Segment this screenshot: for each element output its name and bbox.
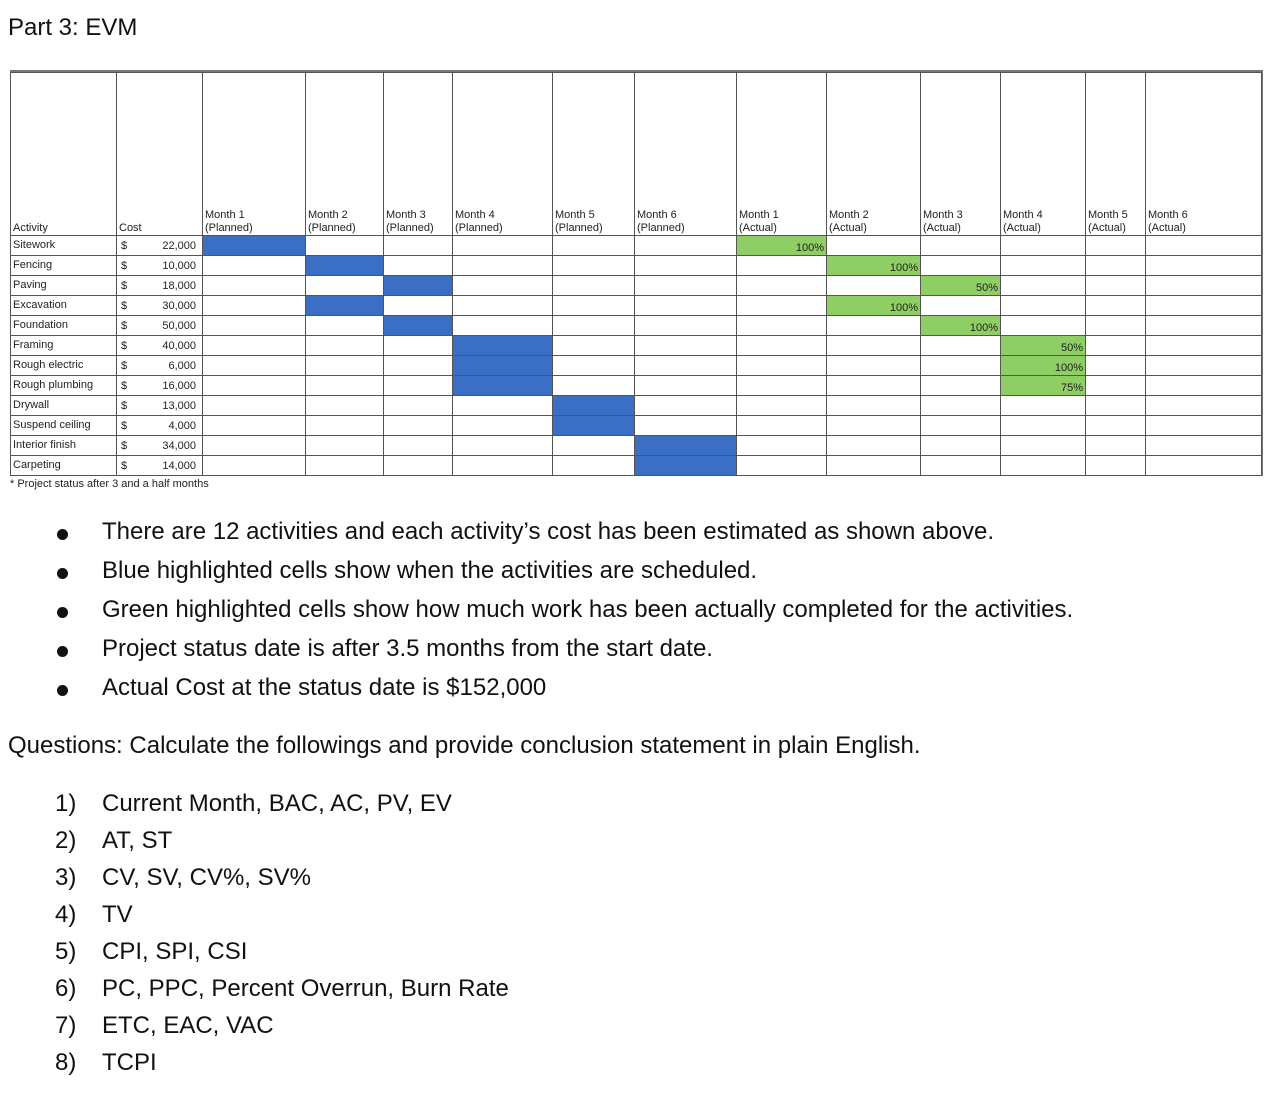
planned-cell	[553, 416, 635, 436]
empty-cell	[203, 396, 306, 416]
empty-cell	[1086, 276, 1146, 296]
header-month-type: (Planned)	[455, 222, 503, 234]
question-number: 1)	[55, 790, 77, 817]
header-month-type: (Planned)	[555, 222, 603, 234]
question-number: 5)	[55, 938, 77, 965]
empty-cell	[921, 336, 1001, 356]
empty-cell	[921, 416, 1001, 436]
empty-cell	[384, 416, 453, 436]
empty-cell	[1086, 416, 1146, 436]
bullet-item	[0, 635, 1284, 674]
empty-cell	[827, 416, 921, 436]
empty-cell	[306, 416, 384, 436]
empty-cell	[921, 456, 1001, 476]
table-row	[11, 376, 1262, 396]
empty-cell	[203, 256, 306, 276]
actual-percent-cell: 100%	[737, 236, 827, 256]
question-number: 2)	[55, 827, 77, 854]
empty-cell	[384, 376, 453, 396]
empty-cell	[827, 73, 921, 204]
empty-cell	[203, 336, 306, 356]
header-month-type: (Planned)	[637, 222, 685, 234]
empty-cell	[635, 416, 737, 436]
header-month-label: Month 1	[739, 209, 779, 221]
empty-cell	[306, 236, 384, 256]
empty-cell	[1146, 276, 1262, 296]
empty-cell	[635, 256, 737, 276]
activity-cost	[117, 416, 203, 436]
question-text: Current Month, BAC, AC, PV, EV	[102, 790, 452, 817]
empty-cell	[827, 316, 921, 336]
empty-cell	[1146, 396, 1262, 416]
activity-name: Interior finish	[11, 436, 117, 456]
question-text: ETC, EAC, VAC	[102, 1012, 274, 1039]
planned-cell	[306, 296, 384, 316]
empty-cell	[553, 456, 635, 476]
activity-cost	[117, 336, 203, 356]
empty-cell	[1086, 256, 1146, 276]
empty-cell	[1086, 316, 1146, 336]
empty-cell	[1001, 276, 1086, 296]
actual-percent-cell: 100%	[827, 256, 921, 276]
header-month-label: Month 2	[308, 209, 348, 221]
empty-cell	[384, 296, 453, 316]
actual-percent-cell: 75%	[1001, 376, 1086, 396]
planned-cell	[306, 256, 384, 276]
empty-cell	[453, 316, 553, 336]
cost-value: 22,000	[162, 240, 196, 252]
empty-cell	[453, 73, 553, 204]
empty-cell	[384, 436, 453, 456]
empty-cell	[306, 456, 384, 476]
empty-cell	[921, 376, 1001, 396]
empty-cell	[1001, 73, 1086, 204]
empty-cell	[921, 236, 1001, 256]
empty-cell	[921, 356, 1001, 376]
cost-value: 34,000	[162, 440, 196, 452]
currency-symbol: $	[121, 280, 128, 292]
header-month-type: (Planned)	[386, 222, 434, 234]
empty-cell	[203, 436, 306, 456]
activity-cost	[117, 236, 203, 256]
activity-cost	[117, 356, 203, 376]
empty-cell	[553, 256, 635, 276]
empty-cell	[203, 276, 306, 296]
empty-cell	[306, 276, 384, 296]
empty-cell	[1086, 336, 1146, 356]
bullet-item	[0, 674, 1284, 713]
activity-cost	[117, 276, 203, 296]
cost-value: 10,000	[162, 260, 196, 272]
header-month	[453, 203, 553, 236]
empty-cell	[1086, 296, 1146, 316]
table-row	[11, 356, 1262, 376]
activity-cost	[117, 376, 203, 396]
empty-cell	[635, 236, 737, 256]
empty-cell	[553, 336, 635, 356]
status-note: * Project status after 3 and a half months	[10, 478, 209, 490]
question-text: TV	[102, 901, 133, 928]
bullet-list	[0, 518, 1284, 713]
empty-cell	[384, 236, 453, 256]
planned-cell	[453, 376, 553, 396]
header-month	[635, 203, 737, 236]
activity-name: Paving	[11, 276, 117, 296]
actual-percent-cell: 50%	[1001, 336, 1086, 356]
header-month-type: (Actual)	[1088, 222, 1126, 234]
actual-percent-cell: 50%	[921, 276, 1001, 296]
bullet-text: There are 12 activities and each activity’s cost has been estimated as shown above.	[102, 518, 995, 545]
empty-cell	[1001, 436, 1086, 456]
header-month	[737, 203, 827, 236]
empty-cell	[827, 456, 921, 476]
empty-cell	[827, 436, 921, 456]
empty-cell	[921, 396, 1001, 416]
empty-cell	[1146, 336, 1262, 356]
empty-cell	[453, 256, 553, 276]
table-row	[11, 336, 1262, 356]
empty-cell	[737, 256, 827, 276]
empty-cell	[553, 436, 635, 456]
activity-name: Drywall	[11, 396, 117, 416]
currency-symbol: $	[121, 240, 128, 252]
question-text: TCPI	[102, 1049, 157, 1076]
header-cost: Cost	[117, 203, 203, 236]
currency-symbol: $	[121, 420, 128, 432]
empty-cell	[306, 396, 384, 416]
empty-cell	[306, 436, 384, 456]
currency-symbol: $	[121, 320, 128, 332]
question-number: 3)	[55, 864, 77, 891]
header-month-type: (Planned)	[308, 222, 356, 234]
currency-symbol: $	[121, 300, 128, 312]
header-month-type: (Actual)	[923, 222, 961, 234]
header-month-label: Month 6	[637, 209, 677, 221]
empty-cell	[827, 236, 921, 256]
question-text: PC, PPC, Percent Overrun, Burn Rate	[102, 975, 509, 1002]
currency-symbol: $	[121, 440, 128, 452]
empty-cell	[737, 336, 827, 356]
empty-cell	[737, 376, 827, 396]
empty-cell	[203, 416, 306, 436]
question-number: 7)	[55, 1012, 77, 1039]
table-row	[11, 256, 1262, 276]
header-month-label: Month 4	[1003, 209, 1043, 221]
empty-cell	[1146, 236, 1262, 256]
planned-cell	[203, 236, 306, 256]
evm-spreadsheet	[10, 70, 1263, 493]
empty-cell	[453, 436, 553, 456]
header-activity: Activity	[11, 203, 117, 236]
empty-cell	[737, 276, 827, 296]
bullet-text: Blue highlighted cells show when the activities are scheduled.	[102, 557, 758, 584]
cost-value: 30,000	[162, 300, 196, 312]
empty-cell	[737, 296, 827, 316]
bullet-dot-icon	[57, 568, 68, 579]
empty-cell	[1001, 396, 1086, 416]
empty-cell	[1086, 396, 1146, 416]
empty-cell	[453, 456, 553, 476]
question-text: CV, SV, CV%, SV%	[102, 864, 311, 891]
header-month	[203, 203, 306, 236]
header-month	[827, 203, 921, 236]
empty-cell	[384, 256, 453, 276]
empty-cell	[1146, 296, 1262, 316]
table-row	[11, 436, 1262, 456]
header-month-label: Month 1	[205, 209, 245, 221]
empty-cell	[1086, 456, 1146, 476]
bullet-item	[0, 596, 1284, 635]
empty-cell	[384, 456, 453, 476]
header-month-label: Month 5	[1088, 209, 1128, 221]
activity-name: Rough plumbing	[11, 376, 117, 396]
empty-cell	[635, 296, 737, 316]
bullet-dot-icon	[57, 529, 68, 540]
planned-cell	[453, 356, 553, 376]
header-month	[1001, 203, 1086, 236]
empty-cell	[827, 376, 921, 396]
spacer-row	[11, 73, 1262, 204]
empty-cell	[453, 416, 553, 436]
header-month-label: Month 4	[455, 209, 495, 221]
table-row	[11, 276, 1262, 296]
empty-cell	[737, 416, 827, 436]
empty-cell	[635, 376, 737, 396]
empty-cell	[1086, 73, 1146, 204]
activity-cost	[117, 316, 203, 336]
empty-cell	[1146, 376, 1262, 396]
header-month-label: Month 3	[386, 209, 426, 221]
question-number: 6)	[55, 975, 77, 1002]
empty-cell	[306, 376, 384, 396]
question-text: CPI, SPI, CSI	[102, 938, 248, 965]
activity-cost	[117, 436, 203, 456]
bullet-item	[0, 518, 1284, 557]
empty-cell	[1146, 316, 1262, 336]
cost-value: 6,000	[168, 360, 196, 372]
empty-cell	[453, 296, 553, 316]
activity-name: Fencing	[11, 256, 117, 276]
empty-cell	[1086, 356, 1146, 376]
table-row	[11, 236, 1262, 256]
cost-value: 50,000	[162, 320, 196, 332]
empty-cell	[384, 336, 453, 356]
empty-cell	[553, 276, 635, 296]
header-month-label: Month 6	[1148, 209, 1188, 221]
planned-cell	[553, 396, 635, 416]
bullet-item	[0, 557, 1284, 596]
empty-cell	[117, 73, 203, 204]
empty-cell	[306, 356, 384, 376]
table-row	[11, 456, 1262, 476]
planned-cell	[635, 456, 737, 476]
empty-cell	[635, 336, 737, 356]
planned-cell	[384, 276, 453, 296]
empty-cell	[203, 296, 306, 316]
empty-cell	[1001, 256, 1086, 276]
bullet-dot-icon	[57, 607, 68, 618]
empty-cell	[1146, 456, 1262, 476]
empty-cell	[1086, 236, 1146, 256]
table-row	[11, 396, 1262, 416]
activity-name: Excavation	[11, 296, 117, 316]
activity-name: Foundation	[11, 316, 117, 336]
empty-cell	[1146, 73, 1262, 204]
activity-name: Rough electric	[11, 356, 117, 376]
empty-cell	[921, 256, 1001, 276]
cost-value: 18,000	[162, 280, 196, 292]
activity-name: Framing	[11, 336, 117, 356]
empty-cell	[553, 73, 635, 204]
bullet-text: Project status date is after 3.5 months from the start date.	[102, 635, 713, 662]
empty-cell	[921, 73, 1001, 204]
empty-cell	[553, 296, 635, 316]
currency-symbol: $	[121, 460, 128, 472]
empty-cell	[827, 356, 921, 376]
currency-symbol: $	[121, 340, 128, 352]
empty-cell	[635, 316, 737, 336]
empty-cell	[306, 336, 384, 356]
empty-cell	[737, 436, 827, 456]
empty-cell	[827, 396, 921, 416]
question-number: 4)	[55, 901, 77, 928]
header-month-label: Month 5	[555, 209, 595, 221]
header-month-type: (Actual)	[1003, 222, 1041, 234]
bullet-dot-icon	[57, 646, 68, 657]
empty-cell	[1146, 356, 1262, 376]
header-month	[1146, 203, 1262, 236]
empty-cell	[453, 396, 553, 416]
cost-value: 13,000	[162, 400, 196, 412]
empty-cell	[384, 356, 453, 376]
empty-cell	[635, 396, 737, 416]
header-month-label: Month 3	[923, 209, 963, 221]
activity-name: Carpeting	[11, 456, 117, 476]
currency-symbol: $	[121, 380, 128, 392]
header-month-label: Month 2	[829, 209, 869, 221]
activity-table	[10, 72, 1262, 476]
cost-value: 4,000	[168, 420, 196, 432]
page-title: Part 3: EVM	[8, 14, 138, 41]
table-row	[11, 296, 1262, 316]
empty-cell	[1146, 416, 1262, 436]
table-row	[11, 316, 1262, 336]
actual-percent-cell: 100%	[1001, 356, 1086, 376]
empty-cell	[921, 436, 1001, 456]
empty-cell	[635, 356, 737, 376]
empty-cell	[737, 396, 827, 416]
cost-value: 40,000	[162, 340, 196, 352]
actual-percent-cell: 100%	[921, 316, 1001, 336]
empty-cell	[737, 73, 827, 204]
empty-cell	[453, 236, 553, 256]
empty-cell	[553, 376, 635, 396]
empty-cell	[1001, 236, 1086, 256]
empty-cell	[1001, 456, 1086, 476]
bullet-text: Actual Cost at the status date is $152,000	[102, 674, 547, 701]
activity-name: Sitework	[11, 236, 117, 256]
empty-cell	[553, 356, 635, 376]
empty-cell	[1086, 376, 1146, 396]
header-month-type: (Actual)	[829, 222, 867, 234]
empty-cell	[203, 456, 306, 476]
header-row	[11, 203, 1262, 236]
questions-heading: Questions: Calculate the followings and provide conclusion statement in plain English.	[8, 732, 921, 759]
empty-cell	[203, 376, 306, 396]
cost-value: 16,000	[162, 380, 196, 392]
activity-cost	[117, 296, 203, 316]
planned-cell	[453, 336, 553, 356]
empty-cell	[306, 316, 384, 336]
empty-cell	[1001, 316, 1086, 336]
empty-cell	[11, 73, 117, 204]
empty-cell	[203, 316, 306, 336]
empty-cell	[737, 456, 827, 476]
empty-cell	[384, 73, 453, 204]
activity-cost	[117, 256, 203, 276]
header-month-type: (Planned)	[205, 222, 253, 234]
empty-cell	[737, 356, 827, 376]
empty-cell	[203, 73, 306, 204]
bullet-dot-icon	[57, 685, 68, 696]
empty-cell	[635, 73, 737, 204]
currency-symbol: $	[121, 260, 128, 272]
planned-cell	[635, 436, 737, 456]
empty-cell	[827, 276, 921, 296]
empty-cell	[306, 73, 384, 204]
empty-cell	[827, 336, 921, 356]
empty-cell	[384, 396, 453, 416]
empty-cell	[1146, 256, 1262, 276]
empty-cell	[635, 276, 737, 296]
empty-cell	[1086, 436, 1146, 456]
empty-cell	[553, 316, 635, 336]
empty-cell	[737, 316, 827, 336]
question-number: 8)	[55, 1049, 77, 1076]
header-month-type: (Actual)	[1148, 222, 1186, 234]
header-month	[306, 203, 384, 236]
bullet-text: Green highlighted cells show how much work has been actually completed for the activities.	[102, 596, 1074, 623]
cost-value: 14,000	[162, 460, 196, 472]
empty-cell	[1146, 436, 1262, 456]
header-month-type: (Actual)	[739, 222, 777, 234]
currency-symbol: $	[121, 360, 128, 372]
empty-cell	[203, 356, 306, 376]
activity-cost	[117, 396, 203, 416]
empty-cell	[453, 276, 553, 296]
planned-cell	[384, 316, 453, 336]
currency-symbol: $	[121, 400, 128, 412]
header-month	[921, 203, 1001, 236]
header-month	[1086, 203, 1146, 236]
activity-cost	[117, 456, 203, 476]
activity-name: Suspend ceiling	[11, 416, 117, 436]
table-row	[11, 416, 1262, 436]
header-month	[553, 203, 635, 236]
actual-percent-cell: 100%	[827, 296, 921, 316]
header-month	[384, 203, 453, 236]
empty-cell	[1001, 296, 1086, 316]
empty-cell	[553, 236, 635, 256]
empty-cell	[1001, 416, 1086, 436]
question-text: AT, ST	[102, 827, 173, 854]
empty-cell	[921, 296, 1001, 316]
